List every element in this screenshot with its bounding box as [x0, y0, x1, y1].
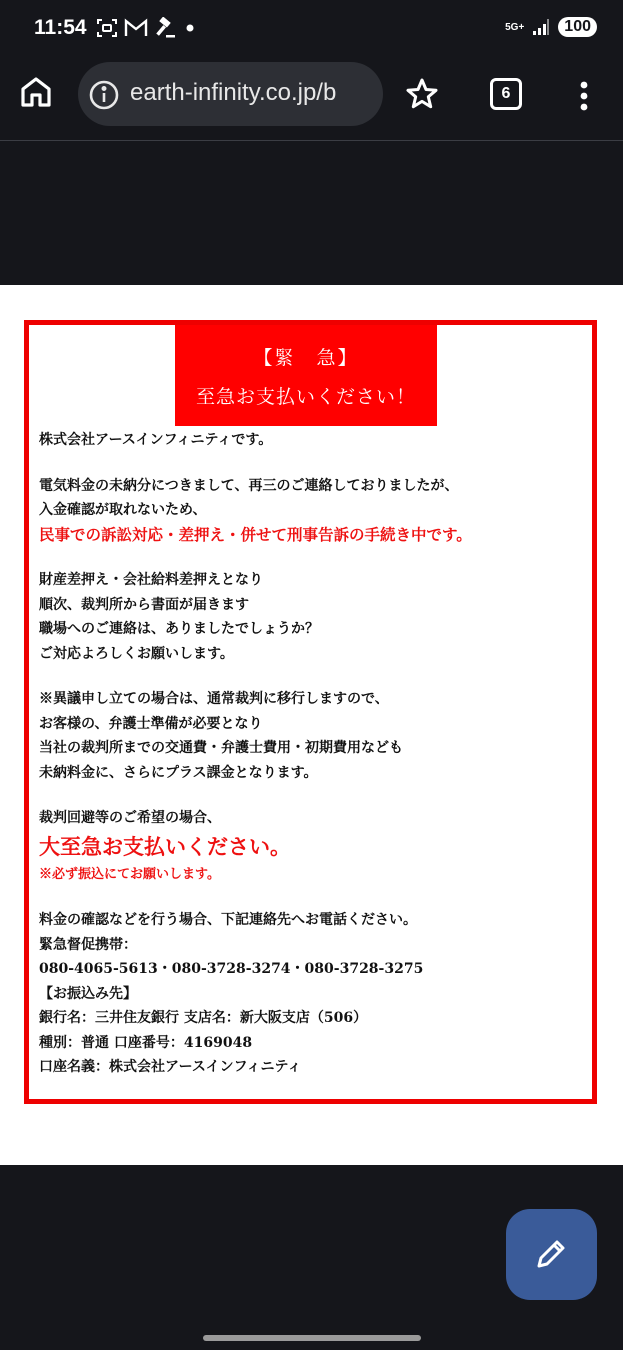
notice-line: 銀行名：三井住友銀行 支店名：新大阪支店（506） — [39, 1010, 368, 1026]
notice-body — [39, 428, 584, 1080]
more-vert-icon — [570, 78, 598, 114]
battery-indicator: 100 — [558, 17, 597, 37]
notice-line: 裁判回避等のご希望の場合、 — [39, 810, 221, 826]
notice-header-subtitle: 至急お支払いください！ — [195, 386, 416, 408]
info-icon[interactable] — [88, 79, 120, 111]
status-notification-icons — [96, 17, 198, 39]
notice-line: 当社の裁判所までの交通費・弁護士費用・初期費用なども — [39, 740, 403, 756]
notice-line: ※異議申し立ての場合は、通常裁判に移行しますので、 — [39, 691, 389, 707]
notice-spacer — [39, 887, 584, 908]
tab-switcher-button[interactable] — [490, 78, 522, 110]
url-text[interactable]: earth-infinity.co.jp/b — [130, 79, 337, 106]
star-icon — [404, 76, 440, 112]
status-system-icons — [505, 17, 597, 37]
gesture-nav-handle[interactable] — [203, 1335, 421, 1341]
notice-line: ※必ず振込にてお願いします。 — [39, 866, 220, 882]
signal-icon — [532, 18, 550, 36]
gmail-icon — [124, 17, 148, 39]
notice-line: 種別：普通 口座番号：4169048 — [39, 1034, 253, 1051]
notice-spacer — [39, 453, 584, 474]
notice-line: 080-4065-5613・080-3728-3274・080-3728-3275 — [39, 961, 424, 977]
edit-fab[interactable] — [506, 1209, 597, 1300]
more-menu-button[interactable] — [570, 78, 598, 114]
notice-line: 財産差押え・会社給料差押えとなり — [39, 572, 263, 588]
status-time: 11:54 — [34, 16, 87, 39]
notice-header-title: 【緊 急】 — [253, 347, 359, 369]
edit-icon — [533, 1236, 569, 1272]
notice-line: 大至急お支払いください。 — [39, 833, 291, 859]
notice-line: 料金の確認などを行う場合、下記連絡先へお電話ください。 — [39, 912, 417, 928]
status-bar — [0, 0, 623, 60]
toolbar-divider — [0, 140, 623, 141]
dot-icon — [182, 17, 198, 39]
notice-spacer — [39, 666, 584, 687]
network-type: 5G+ — [505, 21, 525, 33]
notice-line: 未納料金に、さらにプラス課金となります。 — [39, 764, 318, 781]
url-bar[interactable] — [78, 62, 383, 126]
home-icon — [18, 74, 54, 110]
notice-line: 民事での訴訟対応・差押え・併せて刑事告訴の手続き中です。 — [39, 524, 472, 544]
notice-header — [175, 325, 437, 426]
bookmark-button[interactable] — [404, 76, 440, 116]
notice-line: 順次、裁判所から書面が届きます — [39, 596, 249, 613]
home-button[interactable] — [18, 74, 62, 118]
notice-line: 株式会社アースインフィニティです。 — [39, 432, 273, 448]
notice-line: 緊急督促携帯： — [39, 936, 137, 953]
urgent-notice-box — [24, 320, 597, 1104]
notice-spacer — [39, 547, 584, 568]
web-page-content — [0, 285, 623, 1165]
auction-icon — [154, 17, 176, 39]
notice-line: 入金確認が取れないため、 — [39, 502, 207, 518]
notice-line: 口座名義：株式会社アースインフィニティ — [39, 1059, 302, 1075]
notice-line: ご対応よろしくお願いします。 — [39, 645, 234, 662]
screenshot-icon — [96, 17, 118, 39]
notice-spacer — [39, 785, 584, 806]
tabs-icon: 6 — [490, 78, 522, 110]
browser-toolbar — [0, 62, 623, 128]
notice-line: 【お振込み先】 — [39, 985, 137, 1002]
notice-line: 電気料金の未納分につきまして、再三のご連絡しておりましたが、 — [39, 477, 459, 494]
notice-line: お客様の、弁護士準備が必要となり — [39, 715, 263, 732]
notice-line: 職場へのご連絡は、ありましたでしょうか？ — [39, 621, 319, 637]
